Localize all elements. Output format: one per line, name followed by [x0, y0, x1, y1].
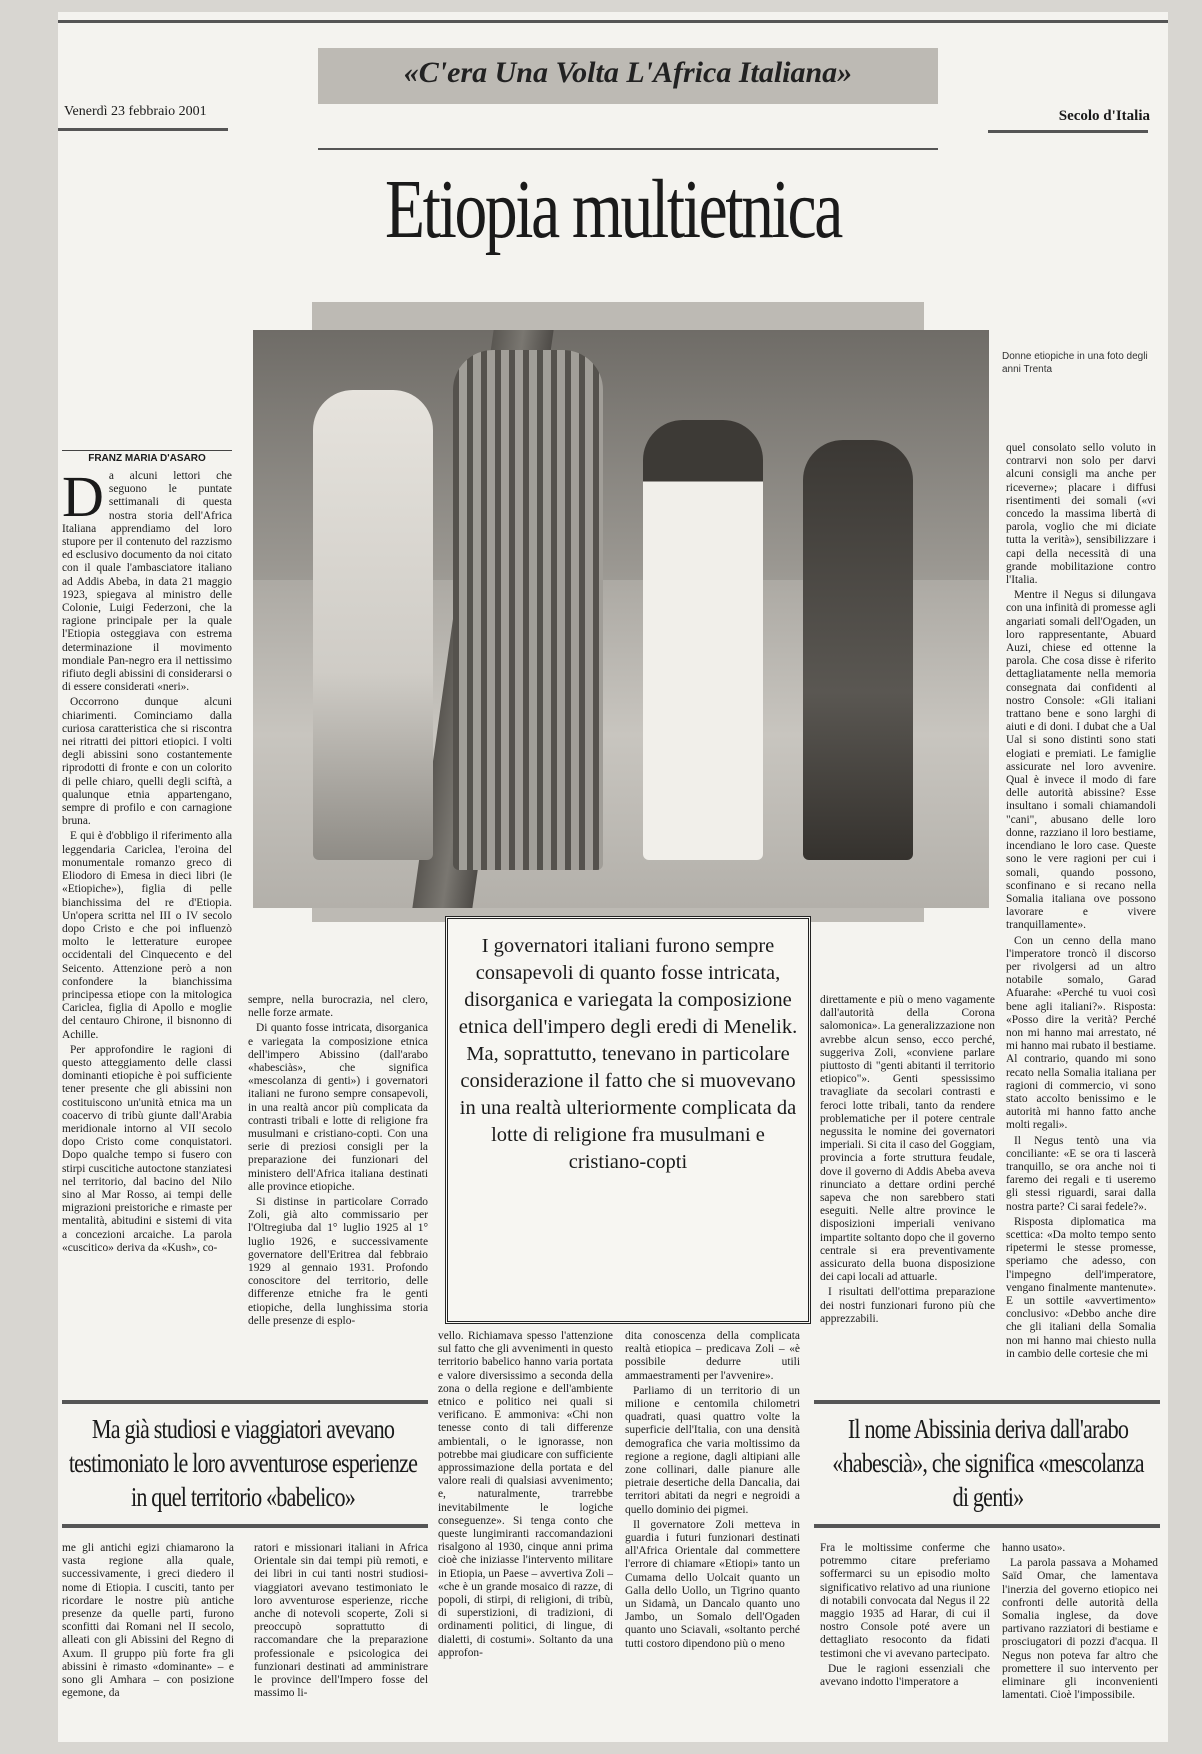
- issue-date: Venerdì 23 febbraio 2001: [64, 104, 207, 119]
- body-bottom-column-2: ratori e missionari italiani in Africa Orientale sin dai tempi più remoti, e dei libri in cui tanti nostri studiosi-viaggiatori avevano testimoniato le loro avventurose esperienze, ricche anche di notevoli scoperte, Zoli si preoccupò soprattutto di raccomandare che la preparazione professionale e psicologica dei funzionari destinati ad amministrare le province dell'Impero fosse del massimo li-: [254, 1542, 428, 1700]
- photo-caption: Donne etiopiche in una foto degli anni Trenta: [1002, 351, 1148, 375]
- pull-quote: I governatori italiani furono sempre consapevoli di quanto fosse intricata, disorganica e variegata la composizione etnica dell'impero degli eredi di Menelik. Ma, soprattutto, tenevano in particolare considerazione il fatto che si muovevano in una realtà ulteriormente complicata da lotte di religione fra musulmani e cristiano-copti: [458, 935, 798, 1173]
- body-column-5: direttamente e più o meno vagamente dall'autorità della Corona salomonica». La generalizzazione non avrebbe alcun senso, ecco perché, suggeriva Zoli, «conviene parlare piuttosto di "genti abitanti il territorio etiopico"». Genti spessissimo travagliate da secolari contrasti e feroci lotte tribali, tanto da rendere problematiche per il potere centrale negussita le nomine dei governatori imperiali. Si cita il caso del Goggiam, provincia a forte struttura feudale, dove il governo di Addis Abeba aveva rinunciato a dettare ordini perché sapeva che non sarebbero stati eseguiti. Nelle altre province le disposizioni imperiali venivano impartite soltanto dopo che il governo centrale si era preventivamente assicurato della buona disposizione dei capi locali ad attuarle. I risultati dell'ottima preparazione dei nostri funzionari furono più che apprezzabili.: [820, 994, 995, 1325]
- body-column-2: sempre, nella burocrazia, nel clero, nelle forze armate. Di quanto fosse intricata, disorganica e variegata la composizione etnica dell'impero Abissino (dall'arabo «habesciàs», che significa «mescolanza di genti») i governatori italiani ne furono sempre consapevoli, in una realtà ancor più complicata da contrasti tribali e lotte di religione fra musulmani e cristiano-copti. Con una serie di preziosi consigli per la preparazione dei funzionari del ministero dell'Africa italiana destinati alle province etiopiche. Si distinse in particolare Corrado Zoli, già alto commissario per l'Oltregiuba dal 1° luglio 1925 al 1° luglio 1926, e successivamente governatore dell'Eritrea dal febbraio 1929 al gennaio 1931. Profondo conoscitore del territorio, delle differenze etniche fra le genti etiopiche, della lunghissima storia delle presenze di esplo-: [248, 994, 428, 1327]
- header-rule-center: [318, 148, 938, 150]
- newspaper-name: Secolo d'Italia: [1058, 108, 1150, 124]
- subhead-right: Il nome Abissinia deriva dall'arabo «habescià», che significa «mescolanza di genti»: [832, 1414, 1144, 1512]
- header-rule-left: [58, 128, 228, 131]
- header-rule-right: [988, 130, 1148, 133]
- subhead-left-rule-bottom: [62, 1524, 428, 1528]
- photo-ethiopian-women: [253, 330, 989, 908]
- byline: FRANZ MARIA D'ASARO: [62, 450, 232, 464]
- pull-quote-box: [445, 916, 811, 1324]
- dropcap: D: [62, 464, 104, 529]
- newspaper-page: [58, 12, 1168, 1742]
- body-bottom-column-4: hanno usato». La parola passava a Mohamed Saïd Omar, che lamentava l'inerzia del governo etiopico nei confronti delle autorità della Somalia inglese, da dove partivano razziatori di bestiame e prosciugatori di pozzi d'acqua. Il Negus non poteva far altro che promettere il suo intervento per eliminare gli inconvenienti lamentati. Cioè l'impossibile.: [1002, 1542, 1158, 1702]
- series-kicker-band: [318, 48, 938, 104]
- body-bottom-column-3: Fra le moltissime conferme che potremmo citare preferiamo soffermarci su un episodio molto significativo relativo ad una riunione di notabili convocata dal Negus il 22 maggio 1935 ad Harar, di cui il nostro Console poté avere un dettagliato resoconto da fidati testimoni che vi avevano partecipato. Due le ragioni essenziali che avevano indotto l'imperatore a: [820, 1542, 990, 1689]
- subhead-right-rule-top: [814, 1400, 1160, 1404]
- body-bottom-column-1: me gli antichi egizi chiamarono la vasta regione alla quale, successivamente, i greci diedero il nome di Etiopia. I cusciti, tanto per ricordare le nostre più antiche presenze da quelle parti, furono sconfitti dai Romani nel II secolo, alleati con gli Abissini del Regno di Axum. Il gruppo più forte fra gli abissini è rimasto «dominante» – e sono gli Amhara – con posizione egemone, da: [62, 1542, 234, 1700]
- top-rule: [58, 20, 1168, 23]
- subhead-left-rule-top: [62, 1400, 428, 1404]
- body-column-6: quel consolato sello voluto in contrarvi non solo per darvi alcuni consigli ma anche per riceverne»; placare i diffusi risentimenti dei somali («vi concedo la massima libertà di parola, voglio che mi diciate tutta la verità»), sensibilizzare i capi della necessità di una grande mobilitazione contro l'Italia. Mentre il Negus si dilungava con una infinità di promesse agli angariati somali dell'Ogaden, un loro rappresentante, Abuard Auzi, chiese ed ottenne la parola. Che cosa disse è riferito dettagliatamente nella memoria consegnata dai confidenti al nostro Console: «Gli italiani trattano bene e sono larghi di aiuti e di doni. I dubat che a Ual Ual si sono distinti sono stati elogiati e premiati. Le famiglie assicurate nel loro avvenire. Qual è invece il modo di fare delle autorità abissine? Esse insultano i somali chiamandoli "cani", abusano delle loro donne, razziano il loro bestiame, incendiano le loro case. Queste sono le vere ragioni per cui i somali, quando possono, sconfinano e si recano nella Somalia italiana ove possono lavorare e vivere tranquillamente». Con un cenno della mano l'imperatore troncò il discorso per rivolgersi ad un altro notabile somalo, Garad Afuarahe: «Perché tu vuoi così bene agli italiani?». Risposta: «Posso dire la verità? Perché non mi hanno mai arrestato, né mi hanno mai rubato il bestiame. Al contrario, quando mi sono recato nella Somalia italiana per ragioni di commercio, vi sono stato accolto benissimo e le autorità mi hanno fatto anche molti regali». Il Negus tentò una via conciliante: «E se ora ti lascerà tranquillo, se ora anche noi ti faremo dei regali e ti useremo gli stessi riguardi, sarai dalla nostra parte? Ci sarai fedele?». Risposta diplomatica ma scettica: «Da molto tempo sento ripetermi le stesse promesse, speriamo che adesso, con l'impegno dell'imperatore, vengano finalmente mantenute». E un sottile «avvertimento» conclusivo: «Debbo anche dire che gli italiani della Somalia non mi hanno mai chiesto nulla in cambio delle cortesie che mi: [1006, 442, 1156, 1360]
- body-column-4: dita conoscenza della complicata realtà etiopica – predicava Zoli – «è possibile dedurre utili ammaestramenti per l'avvenire». Parliamo di un territorio di un milione e centomila chilometri quadrati, quasi quattro volte la superficie dell'Italia, con una densità demografica che varia moltissimo da regione a regione, dagli altipiani alle zone collinari, dalle pianure alle pietraie desertiche della Dancalia, dai territori abitati da negri e negroidi a quello dominio dei pigmei. Il governatore Zoli metteva in guardia i futuri funzionari destinati all'Africa Orientale dal commettere l'errore di chiamare «Etiopi» tanto un Cumama dello Uolcait quanto un Galla dello Uollo, un Tigrino quanto un Sidamà, un Dancalo quanto uno Jambo, un Somalo dell'Ogaden quanto uno Sciavali, «soltanto perché tutti costoro dipendono più o meno: [625, 1330, 800, 1650]
- subhead-right-rule-bottom: [814, 1524, 1160, 1528]
- body-column-1: Da alcuni lettori che seguono le puntate settimanali di questa nostra storia dell'Africa Italiana apprendiamo del loro stupore per il contenuto del razzismo ed esclusivo documento da noi citato con il quale l'ambasciatore italiano ad Addis Abeba, in data 21 maggio 1923, spiegava al ministro delle Colonie, Luigi Federzoni, che la ragione principale per la quale l'Etiopia osteggiava con estrema determinazione il movimento mondiale Pan-negro era il nettissimo rifiuto degli abissini di considerarsi o di essere considerati «neri». Occorrono dunque alcuni chiarimenti. Cominciamo dalla curiosa caratteristica che si riscontra nei ritratti dei pittori etiopici. I volti degli abissini sono costantemente riprodotti di fronte e con un colorito di pelle chiaro, quelli degli sciftà, a qualunque etnia appartengano, sempre di profilo e con carnagione bruna. E qui è d'obbligo il riferimento alla leggendaria Cariclea, l'eroina del monumentale romanzo greco di Eliodoro di Emesa in dieci libri (le «Etiopiche»), figlia di pelle bianchissima del re d'Etiopia. Un'opera scritta nel III o IV secolo dopo Cristo e che poi influenzò molto le letterature europee occidentali del Cinquecento e del Seicento. Attenzione però a non confondere la bianchissima principessa etiope con la mitologica Cariclea, figlia di Apollo e moglie del centauro Chirone, il bisnonno di Achille. Per approfondire le ragioni di questo atteggiamento delle classi dominanti etiopiche è poi sufficiente tener presente che gli abissini non costituiscono un'unità etnica ma un coacervo di tribù giunte dall'Arabia meridionale intorno al VII secolo dopo Cristo come conquistatori. Dopo qualche tempo si fusero con stirpi cuscitiche autoctone stanziatesi nel territorio, dal bacino del Nilo sino al Mar Rosso, ai tempi delle migrazioni preistoriche e rimaste per mentalità, abitudini e sistemi di vita a concezioni arcaiche. La parola «cuscitico» deriva da «Kush», co-: [62, 464, 232, 1254]
- series-kicker: «C'era Una Volta L'Africa Italiana»: [403, 56, 853, 89]
- body-column-3: vello. Richiamava spesso l'attenzione sul fatto che gli avvenimenti in questo territorio babelico hanno varia portata e valore diversissimo a seconda della zona o della regione e dell'ambiente etnico e politico nei quali si verificano. E ammoniva: «Chi non tenesse conto di tali differenze ambientali, o le ignorasse, non potrebbe mai giudicare con sufficiente approssimazione della portata e del valore reali di qualsiasi avvenimento; e, naturalmente, trarrebbe inevitabilmente le logiche conseguenze». Si tenga conto che queste lungimiranti raccomandazioni risalgono al 1930, cinque anni prima cioè che iniziasse l'intervento militare in Etiopia, un Paese – avvertiva Zoli – «che è un grande mosaico di razze, di popoli, di stirpi, di religioni, di tribù, di superstizioni, di tradizioni, di ordinamenti politici, di lingue, di dialetti, di costumi». Soltanto da una approfon-: [438, 1330, 614, 1659]
- subhead-left: Ma già studiosi e viaggiatori avevano testimoniato le loro avventurose esperienze in quel territorio «babelico»: [68, 1414, 418, 1512]
- headline: Etiopia multietnica: [385, 163, 841, 256]
